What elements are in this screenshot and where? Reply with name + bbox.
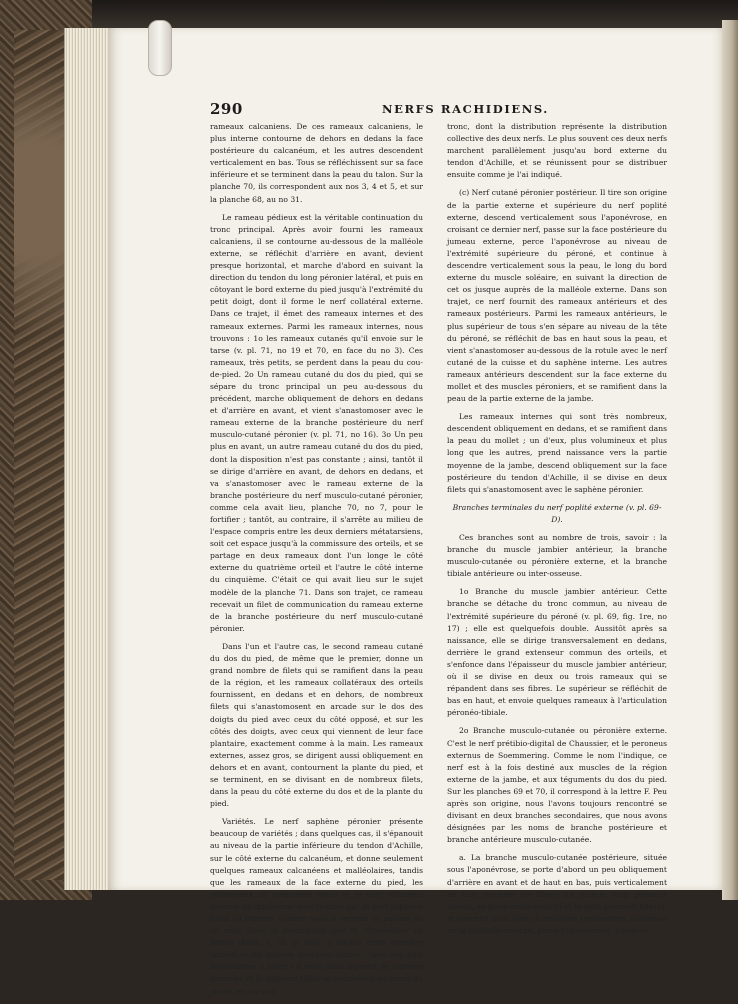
paragraph: tronc, dont la distribution représente la distribution collective des deux nerfs. Le plus souvent ces deux nerfs marchent parallèlement jusqu'au bord externe du tendon d'Achille, et se réunissent pour se distribuer ensuite comme je l'ai indiqué. (447, 122, 667, 180)
paragraph: Le rameau pédieux est la véritable continuation du tronc principal. Après avoir fourni les rameaux calcaniens, il se contourne au-dessous de la malléole externe, se réfléchit d'arrière en avant, devient presque horizontal, et marche d'abord en suivant la direction du tendon du long péronier latéral, et puis en côtoyant le bord externe du pied jusqu'à l'extrémité du petit doigt, dont il forme le nerf collatéral externe. Dans ce trajet, il émet des rameaux internes et des rameaux externes. Parmi les rameaux internes, nous trouvons : 1o les rameaux cutanés qu'il envoie sur le tarse (v. pl. 71, no 19 et 70, en face du no 3). Ces rameaux, très petits, se perdent dans la peau du cou-de-pied. 2o Un rameau cutané du dos du pied, qui se sépare du tronc principal un peu au-dessous du précédent, marche obliquement de dehors en dedans et d'arrière en avant, et vient s'anastomoser avec le rameau externe de la branche postérieure du nerf musculo-cutané péronier (v. pl. 71, no 16). 3o Un peu plus en avant, un autre rameau cutané du dos du pied, dont la disposition n'est pas constante ; ainsi, tantôt il se dirige d'arrière en avant, de dehors en dedans, et va s'anastomoser avec le rameau externe de la branche postérieure du nerf musculo-cutané péronier, comme cela avait lieu, planche 70, no 7, pour le fortifier ; tantôt, au contraire, il s'arrête au milieu de l'espace compris entre les deux derniers métatarsiens, soit cet espace jusqu'à la commissure des orteils, et se partage en deux rameaux dont l'un longe le côté externe du quatrième orteil et l'autre le côté interne du cinquième. C'était ce qui avait lieu sur le sujet modèle de la planche 71. Dans son trajet, ce rameau recevait un filet de communication du rameau externe de la branche postérieure du nerf musculo-cutané péronier. (210, 212, 423, 633)
page-stack-edge (64, 28, 111, 890)
paragraph: Dans l'un et l'autre cas, le second rameau cutané du dos du pied, de même que le premier, donne un grand nombre de filets qui se ramifient dans la peau de la région, et les rameaux collatéraux des orteils fournissent, en dedans et en dehors, de nombreux filets qui s'anastomosent en arcade sur le dos des doigts du pied avec ceux du côté opposé, et sur les côtés des doigts, avec ceux qui viennent de leur face plantaire, exactement comme à la main. Les rameaux externes, assez gros, se dirigent aussi obliquement en dehors et en avant, contournent la plante du pied, et se terminent, en se divisant en de nombreux filets, dans la peau du côté externe du dos et de la plante du pied. (210, 641, 423, 809)
section-heading: Branches terminales du nerf poplité externe (v. pl. 69-D). (452, 502, 662, 524)
paragraph: a. La branche musculo-cutanée postérieure, située sous l'aponévrose, se porte d'abord un peu obliquement d'arrière en avant et de haut en bas, puis verticalement en bas, traverse les fibres du muscle long péronier latéral, se place entre celui-ci et le petit péronier latéral, et descend ainsi jusqu'à quelques centimètres au-dessus de la malléole externe, perce l'aponévrose, passe au (447, 853, 667, 935)
paragraph: Les rameaux internes qui sont très nombreux, descendent obliquement en dedans, et se ramifient dans la peau du mollet ; un d'eux, plus volumineux et plus long que les autres, prend naissance vers la partie moyenne de la jambe, descend obliquement sur la face postérieure du tendon d'Achille, il se divise en deux filets qui s'anastomosent avec le saphène péronier. (447, 412, 667, 494)
book-top-shadow (92, 0, 738, 28)
paragraph: 1o Branche du muscle jambier antérieur. Cette branche se détache du tronc commun, au niveau de l'extrémité supérieure du péroné (v. pl. 69, fig. 1re, no 17) ; elle est quelquefois double. Aussitôt après sa naissance, elle se dirige transversalement en dedans, derrière le grand extenseur commun des orteils, et s'enfonce dans l'épaisseur du muscle jambier antérieur, où il se divise en deux ou trois rameaux qui se répandent dans ses fibres. Le supérieur se réfléchit de bas en haut, et envoie quelques rameaux à l'articulation péronéo-tibiale. (447, 587, 667, 718)
paragraph: 2o Branche musculo-cutanée ou péronière externe. C'est le nerf prétibio-digital de Chaussier, et le peroneus externus de Soemmering. Comme le nom l'indique, ce nerf est à la fois destiné aux muscles de la région externe de la jambe, et aux téguments du dos du pied. Sur les planches 69 et 70, il correspond à la lettre F. Peu après son origine, nous l'avons toujours rencontré se divisant en deux branches secondaires, que nous avons désignées par les noms de branche postérieure et branche antérieure musculo-cutanée. (447, 726, 667, 845)
paragraph: Variétés. Le nerf saphène péronier présente beaucoup de variétés ; dans quelques cas, il s'épanouit au niveau de la partie inférieure du tendon d'Achille, sur le côté externe du calcanéum, et donne seulement quelques rameaux calcanéens et malléolaires, tandis que les rameaux de la face externe du pied, les collatéraux du cinquième orteil et le nerf collatéral externe du quatrième sont fournis par le nerf saphène tibial ou externe, comme nous le verrons en parlant de ce nerf. Dans la description que M. Cruveilhier en donne (Anat., t. III, p. 865), il adopte cette dernière variété et en signale quelques autres ; une des plus importantes à noter, est celle dans laquelle, le saphène péronier et le saphène tibial se réunissent au creux du jarret, en un seul (210, 817, 423, 996)
right-text-column (447, 121, 667, 943)
right-page-edge (722, 20, 738, 900)
page-number: 290 (210, 100, 243, 118)
paragraph: rameaux calcaniens. De ces rameaux calcaniens, le plus interne contourne de dehors en dedans la face postérieure du calcanéum, et les autres descendent verticalement en bas. Tous se réfléchissent sur sa face inférieure et se terminent dans la peau du talon. Sur la planche 70, ils correspondent aux nos 3, 4 et 5, et sur la planche 68, au no 31. (210, 122, 423, 204)
page-clip (148, 20, 172, 76)
running-title: NERFS RACHIDIENS. (382, 102, 549, 116)
paragraph: Ces branches sont au nombre de trois, savoir : la branche du muscle jambier antérieur, la branche musculo-cutanée ou péronière externe, et la branche tibiale antérieure ou inter-osseuse. (447, 533, 667, 579)
paragraph: (c) Nerf cutané péronier postérieur. Il tire son origine de la partie externe et supérieure du nerf poplité externe, descend verticalement sous l'aponévrose, en croisant ce dernier nerf, passe sur la face postérieure du jumeau externe, perce l'aponévrose au niveau de l'extrémité supérieure du péroné, et continue à descendre verticalement sous la peau, le long du bord externe du muscle soléaire, en suivant la direction de cet os jusque auprès de la malléole externe. Dans son trajet, ce nerf fournit des rameaux antérieurs et des rameaux postérieurs. Parmi les rameaux antérieurs, le plus supérieur de tous s'en sépare au niveau de la tête du péroné, se réfléchit de bas en haut sous la peau, et vient s'anastomoser au-dessous de la rotule avec le nerf cutané de la cuisse et du saphène interne. Les autres rameaux antérieurs descendent sur la face externe du mollet et des muscles péroniers, et se ramifient dans la peau de la partie externe de la jambe. (447, 188, 667, 404)
left-text-column (210, 121, 423, 1004)
